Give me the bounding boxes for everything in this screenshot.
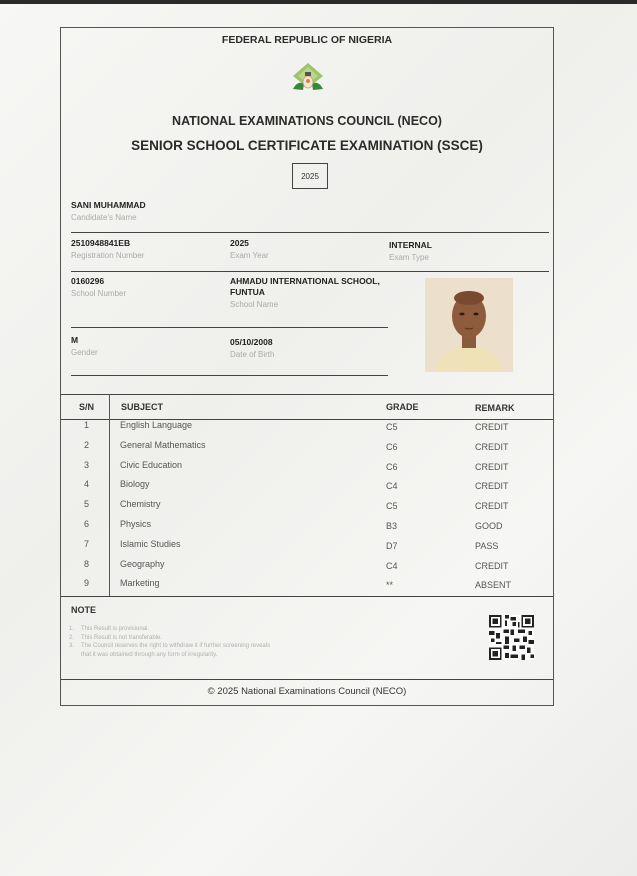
school-number-label: School Number [71,289,127,298]
school-name-field [230,276,380,309]
divider [71,327,388,328]
remark-cell: CREDIT [475,461,509,472]
sn-cell: 2 [84,439,90,450]
school-name-value-line1: AHMADU INTERNATIONAL SCHOOL, [230,276,380,286]
header-grade: GRADE [386,402,419,412]
subject-cell: Biology [120,479,150,490]
divider [71,232,549,233]
sn-cell: 9 [84,578,90,589]
dob-field [230,337,274,359]
registration-field [71,238,144,260]
grade-cell: C4 [386,481,398,492]
subject-cell: General Mathematics [120,439,206,450]
note-title: NOTE [71,605,97,615]
sn-cell: 1 [84,420,90,430]
notes-list [69,625,270,659]
exam-type-value: INTERNAL [389,240,432,250]
qr-code-icon [489,615,534,660]
divider [61,596,553,597]
sn-cell: 8 [84,558,90,569]
gender-label: Gender [71,348,98,357]
sn-cell: 6 [84,519,90,529]
grade-cell: C5 [386,501,398,512]
table-row [61,539,553,559]
remark-cell: CREDIT [475,422,509,432]
grade-cell: C5 [386,422,398,432]
subject-cell: Physics [120,519,152,529]
table-row [61,460,553,480]
registration-value: 2510948841EB [71,238,131,248]
divider [71,271,549,272]
dob-label: Date of Birth [230,350,275,359]
remark-cell: PASS [475,540,499,551]
subject-cell: Marketing [120,578,160,589]
dob-value: 05/10/2008 [230,337,273,347]
candidate-name-label: Candidate's Name [71,213,137,222]
header-remark: REMARK [475,403,515,413]
grade-cell: C6 [386,461,398,472]
remark-cell: GOOD [475,521,503,531]
candidate-name-value: SANI MUHAMMAD [71,200,146,210]
gender-value: M [71,335,79,345]
divider [61,679,553,680]
subject-cell: English Language [120,420,193,430]
subject-cell: Geography [120,558,165,569]
candidate-name-field [71,200,146,222]
sn-cell: 3 [84,459,90,470]
exam-year-value: 2025 [230,238,249,248]
note-item-continued: that it was obtained through any form of irregularity. [81,651,218,658]
council-heading: NATIONAL EXAMINATIONS COUNCIL (NECO) [172,114,442,128]
table-row [61,420,553,440]
table-row [61,479,553,499]
table-row [61,519,553,539]
exam-year-field [230,238,269,260]
remark-cell: CREDIT [475,481,509,492]
divider [71,375,388,376]
header-subject: SUBJECT [121,402,164,412]
remark-cell: CREDIT [475,501,509,512]
registration-label: Registration Number [71,251,145,260]
gender-field [71,335,98,357]
school-name-label: School Name [230,300,279,309]
grade-cell: C6 [386,441,398,452]
grade-cell: D7 [386,540,398,551]
school-number-field [71,276,126,298]
candidate-photo [425,278,513,372]
sn-cell: 7 [84,538,90,549]
remark-cell: ABSENT [475,580,512,591]
copyright-footer: © 2025 National Examinations Council (NECO) [207,686,407,697]
grade-cell: B3 [386,521,398,531]
grade-cell: C4 [386,560,398,571]
note-item: 1. This Result is provisional. [69,626,150,632]
header-sn: S/N [79,402,95,412]
school-name-value-line2: FUNTUA [230,287,265,297]
exam-year-label: Exam Year [230,251,269,260]
result-slip [60,27,554,706]
exam-title: SENIOR SCHOOL CERTIFICATE EXAMINATION (SSCE) [131,138,483,153]
sn-cell: 4 [84,479,90,490]
grade-cell: ** [386,580,394,591]
subject-cell: Chemistry [120,499,161,510]
remark-cell: CREDIT [475,560,509,571]
subject-cell: Islamic Studies [120,538,181,549]
exam-year-box: 2025 [292,163,328,189]
paper-sheet [0,4,637,876]
table-row [61,559,553,579]
coat-of-arms-icon [290,62,326,94]
sn-cell: 5 [84,499,90,510]
school-number-value: 0160296 [71,276,105,286]
table-row [61,499,553,519]
subject-cell: Civic Education [120,459,183,470]
results-header-row [61,394,553,420]
country-heading: FEDERAL REPUBLIC OF NIGERIA [221,34,393,46]
note-item: 2. This Result is not transferable. [69,634,163,641]
exam-type-label: Exam Type [389,253,429,262]
note-item: 3. The Council reserves the right to withdraw it if further screening reveals [69,643,271,649]
exam-type-field [389,240,432,262]
remark-cell: CREDIT [475,441,509,452]
table-row [61,440,553,460]
